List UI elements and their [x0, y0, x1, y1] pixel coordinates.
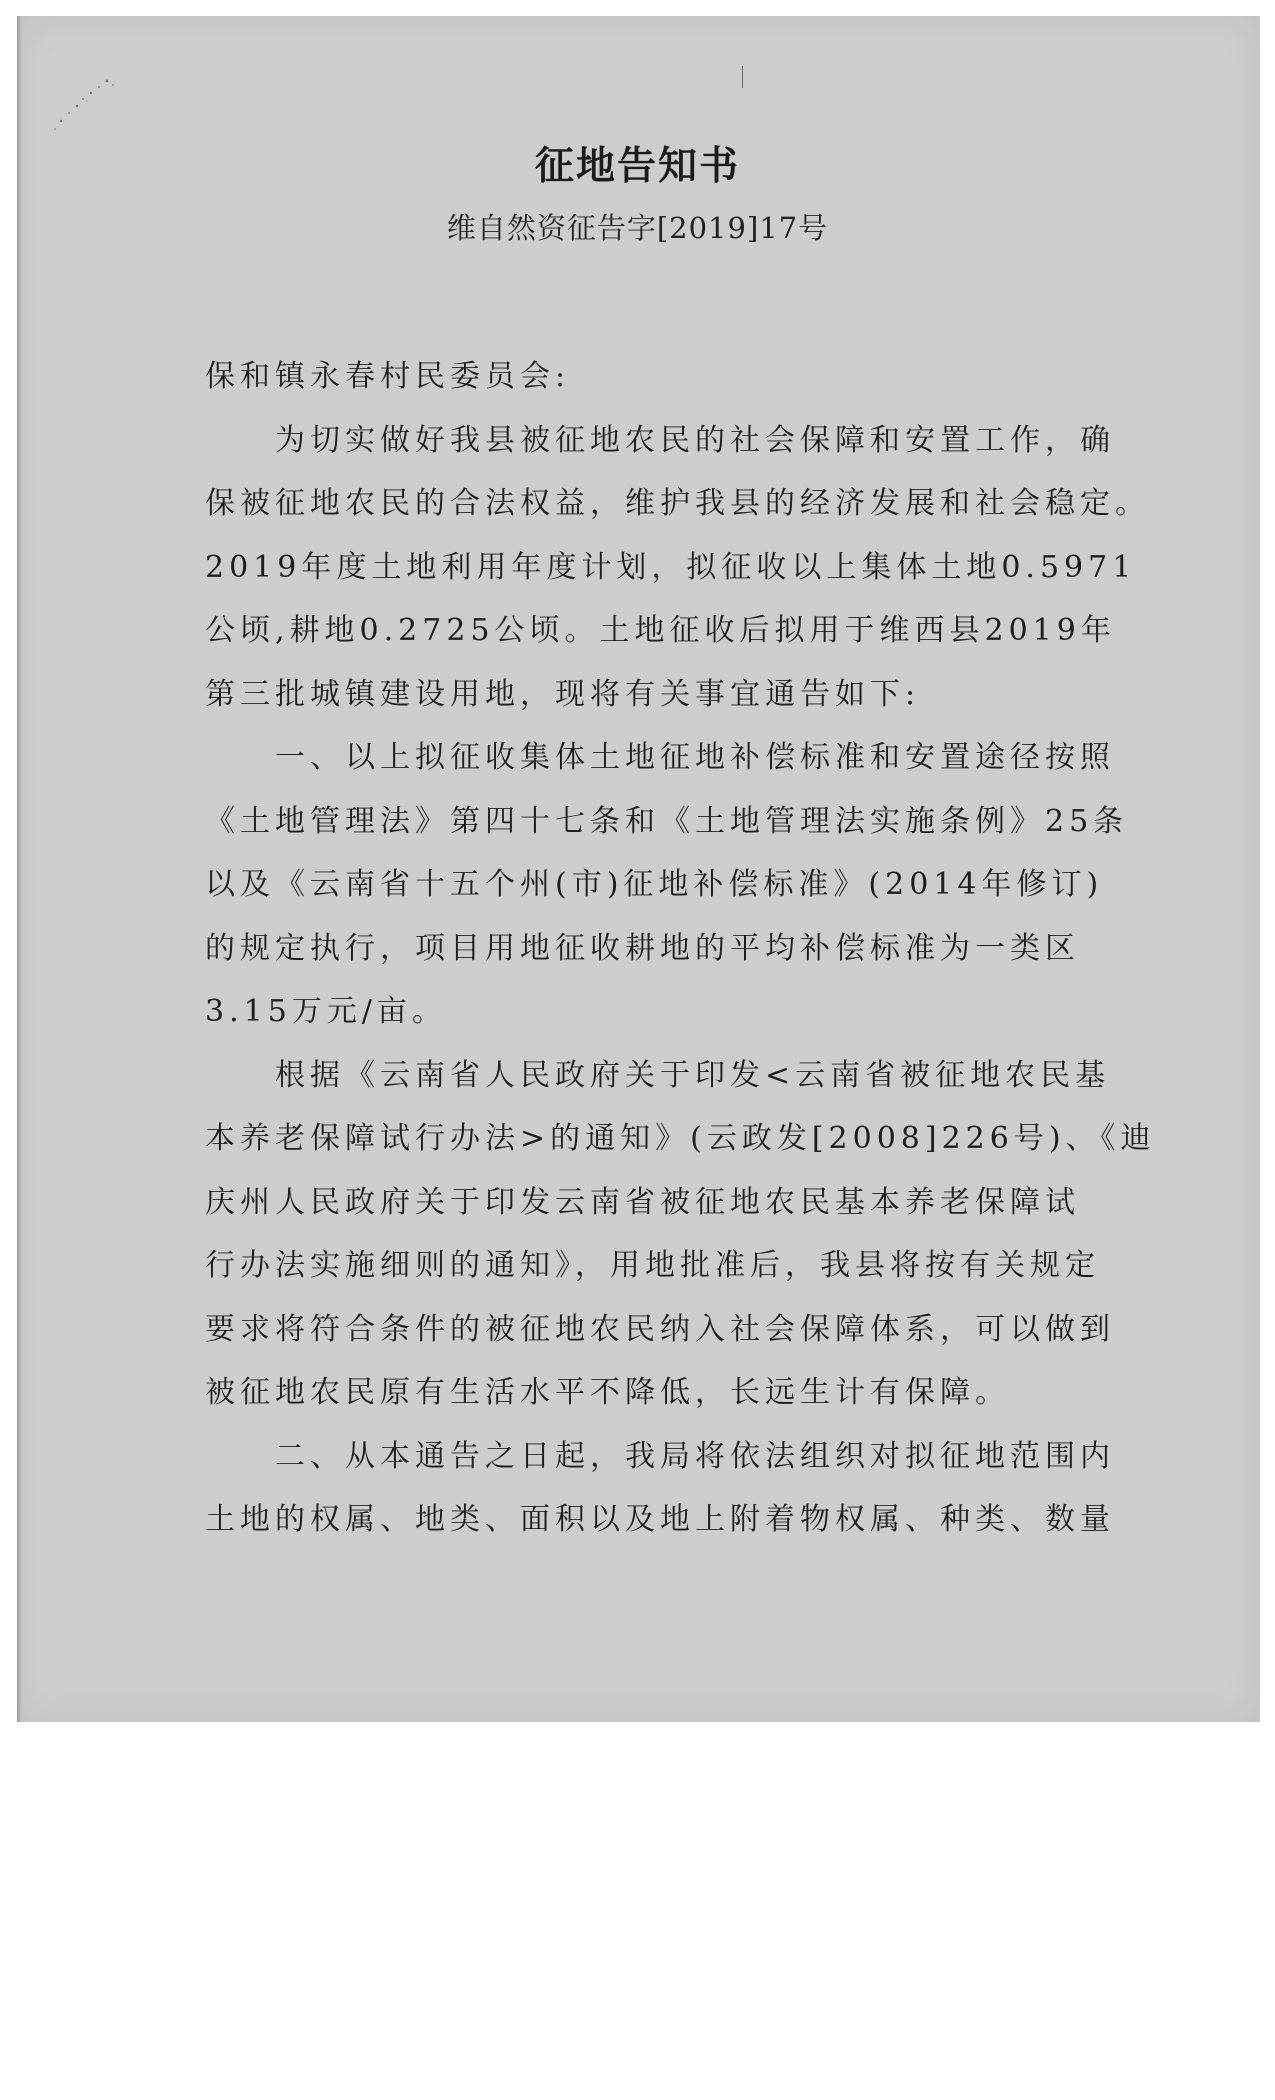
body-line: 以及《云南省十五个州(市)征地补偿标准》(2014年修订) [205, 867, 1104, 902]
body-line: 庆州人民政府关于印发云南省被征地农民基本养老保障试 [205, 1184, 1080, 1220]
body-line: 根据《云南省人民政府关于印发<云南省被征地农民基 [275, 1057, 1111, 1093]
notice-body [205, 345, 1156, 1552]
body-line: 要求将符合条件的被征地农民纳入社会保障体系，可以做到 [205, 1311, 1115, 1347]
addressee-line: 保和镇永春村民委员会: [205, 359, 571, 394]
body-line: 行办法实施细则的通知》，用地批准后，我县将按有关规定 [205, 1248, 1100, 1283]
fold-mark [742, 66, 743, 88]
body-line: 二、从本通告之日起，我局将依法组织对拟征地范围内 [275, 1438, 1115, 1474]
body-line: 一、以上拟征收集体土地征地补偿标准和安置途径按照 [275, 740, 1115, 775]
body-line: 保被征地农民的合法权益，维护我县的经济发展和社会稳定。 [205, 486, 1150, 521]
body-line: 公顷,耕地0.2725公顷。土地征收后拟用于维西县2019年 [205, 613, 1116, 648]
body-line: 土地的权属、地类、面积以及地上附着物权属、种类、数量 [205, 1502, 1115, 1537]
body-line: 第三批城镇建设用地，现将有关事宜通告如下: [205, 676, 921, 712]
body-line: 为切实做好我县被征地农民的社会保障和安置工作，确 [275, 422, 1115, 458]
body-line: 被征地农民原有生活水平不降低，长远生计有保障。 [205, 1375, 1010, 1410]
body-line: 本养老保障试行办法>的通知》(云政发[2008]226号)、《迪 [205, 1121, 1156, 1156]
page-title: 征地告知书 [534, 143, 740, 189]
body-line: 3.15万元/亩。 [205, 994, 447, 1029]
body-line: 《土地管理法》第四十七条和《土地管理法实施条例》25条 [205, 803, 1129, 839]
body-line: 的规定执行，项目用地征收耕地的平均补偿标准为一类区 [205, 930, 1080, 966]
body-line: 2019年度土地利用年度计划，拟征收以上集体土地0.5971 [205, 549, 1137, 585]
scan-edge-shadow [17, 16, 22, 1722]
document-number: 维自然资征告字[2019]17号 [446, 211, 829, 245]
